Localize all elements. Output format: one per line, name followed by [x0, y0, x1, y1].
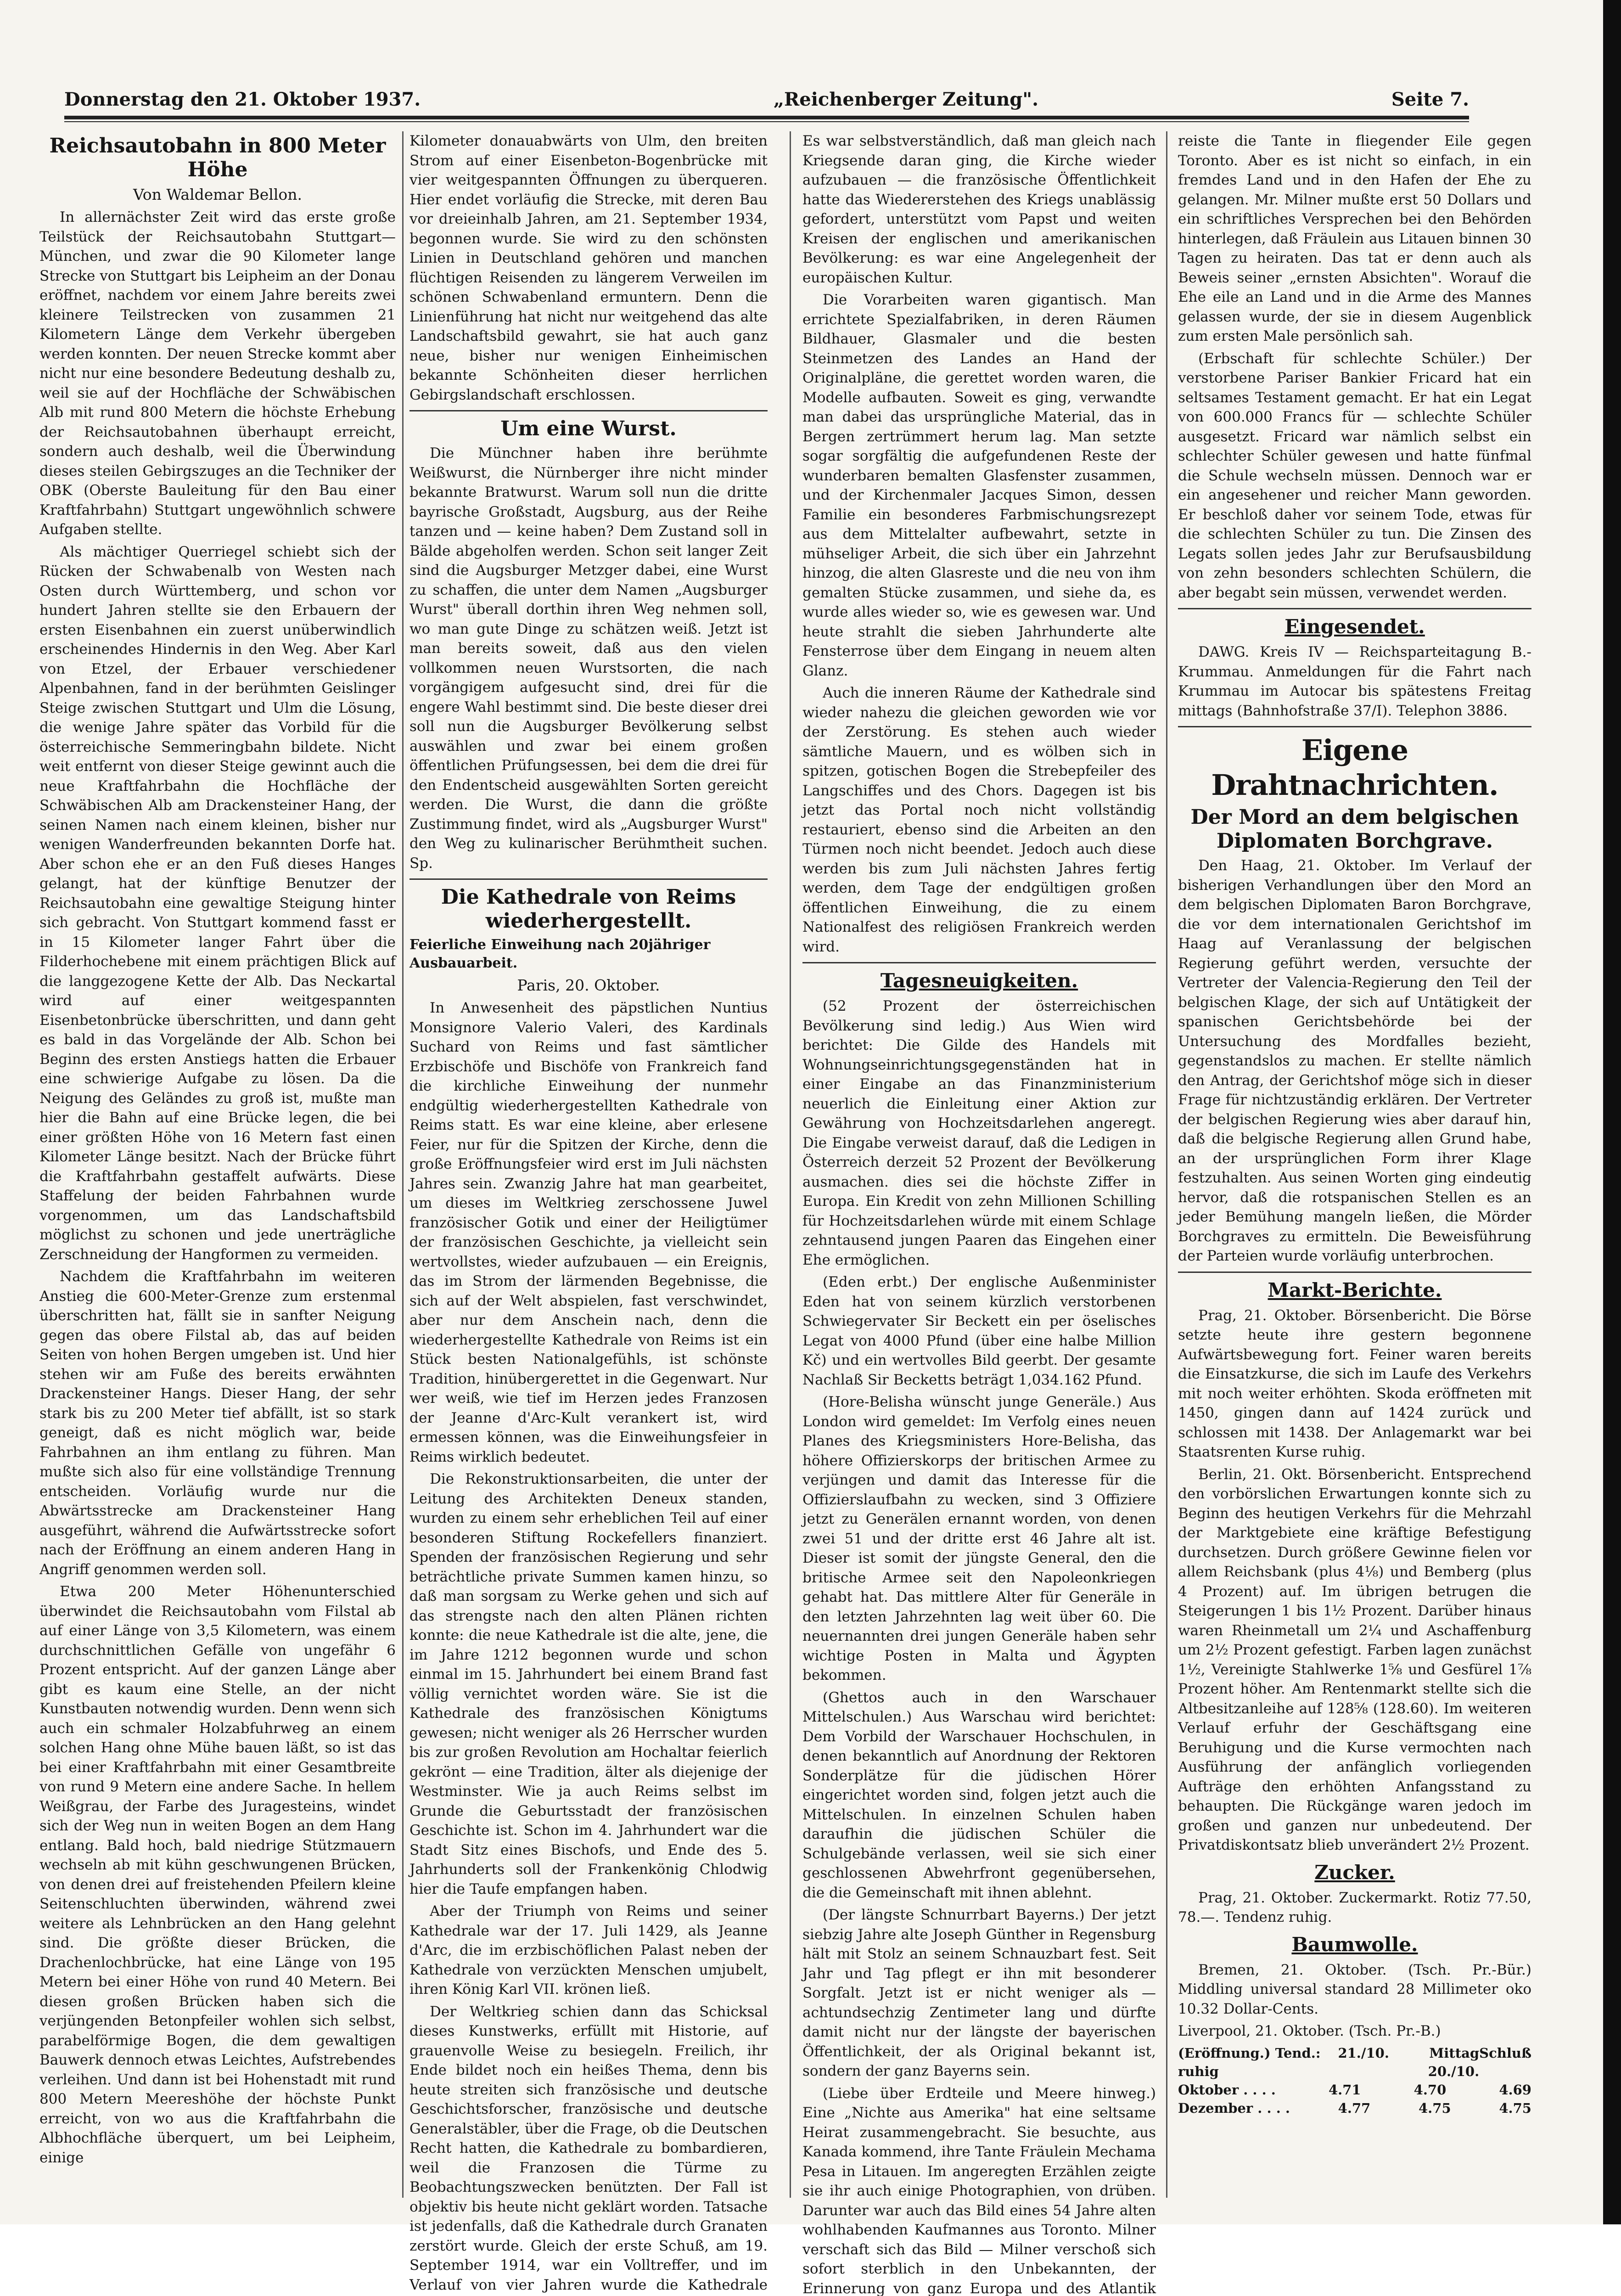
section-heading: Eigene Drahtnachrichten.: [1178, 733, 1531, 803]
market-row-value: 4.77: [1338, 2099, 1371, 2117]
market-row-label: Dezember . . . .: [1178, 2099, 1290, 2117]
column-divider: [790, 131, 791, 2198]
news-item: (Der längste Schnurrbart Bayerns.) Der jetzt siebzig Jahre alte Joseph Günther in Regensburg hält mit Stolz an seinem Schnauzbart fest. Seit Jahr und Tag pflegt er ihn mit besonderer Sorgfalt. Jetzt ist er nicht weniger als — achtundsechzig Zentimeter lang und dürfte damit nicht nur der längste der bayerischen Öffentlichkeit, der als Original bekannt ist, sondern der ganz Bayerns sein.: [802, 1905, 1156, 2081]
article-paragraph: Es war selbstverständlich, daß man gleich nach Kriegsende daran ging, die Kirche wieder aufzubauen — die französische Öffentlichkeit hatte das Wiedererstehen des Kriegs unablässig gefordert, unterstützt vom Papst und weiten Kreisen der englischen und amerikanischen Bevölkerung: es war eine Angelegenheit der europäischen Kultur.: [802, 131, 1156, 287]
market-report: Berlin, 21. Okt. Börsenbericht. Entsprechend den vorbörslichen Erwartungen konnte sich zu Beginn des heutigen Verkehrs für die Mehrzahl der Marktgebiete eine kräftige Befestigung durchsetzen. Durch größere Gewinne fielen vor allem Reichsbank (plus 4⅛) und Bemberg (plus 4 Prozent) auf. Im übrigen betrugen die Steigerungen 1 bis 1½ Prozent. Darüber hinaus waren Rheinmetall um 2¼ und Aschaffenburg um 2½ Prozent gefestigt. Farben lagen zunächst 1½, Vereinigte Stahlwerke 1⅝ und Gesfürel 1⅞ Prozent höher. Am Rentenmarkt stellte sich die Altbesitzanleihe auf 128⅝ (128.60). Im weiteren Verlauf erfuhr der Geschäftsgang eine Beruhigung und die Kurse vermochten nach Ausführung der anfänglich vorliegenden Aufträge den erhöhten Anfangsstand zu behaupten. Die Rückgänge waren jedoch im großen und ganzen nur unbedeutend. Der Privatdiskontsatz blieb unverändert 2½ Prozent.: [1178, 1465, 1531, 1855]
market-table-head-left: (Eröffnung.) Tend.: ruhig: [1178, 2044, 1338, 2081]
section-separator: [1178, 726, 1531, 727]
market-table-header: [1178, 2044, 1531, 2081]
article-paragraph: Nachdem die Kraftfahrbahn im weiteren Anstieg die 600-Meter-Grenze zum erstenmal überschritten hat, fällt sie in sanfter Neigung gegen das obere Filstal ab, das auf beiden Seiten von hohen Bergen umgeben ist. Und hier stehen wir am Fuße des bereits erwähnten Drackensteiner Hangs. Dieser Hang, der sehr stark bis zu 200 Meter tief abfällt, ist so stark geneigt, daß es nicht möglich war, beide Fahrbahnen an ihm entlang zu führen. Man mußte sich also für eine vollständige Trennung entscheiden. Vorläufig wurde nur die Abwärtsstrecke am Drackensteiner Hang ausgeführt, während die Aufwärtsstrecke sofort nach der Eröffnung an einem anderen Hang in Angriff genommen werden soll.: [39, 1267, 396, 1579]
news-item: (Ghettos auch in den Warschauer Mittelschulen.) Aus Warschau wird berichtet: Dem Vorbild der Warschauer Hochschulen, in denen bekanntlich auf Anordnung der Rektoren Sonderplätze für die jüdischen Hörer eingerichtet worden sind, folgen jetzt auch die Mittelschulen. In einzelnen Schulen haben daraufhin die jüdischen Schüler die Schulgebände verlassen, weil sie sich einer geschlossenen Abwehrfront gegenübersehen, die die Gemeinschaft mit ihnen ablehnt.: [802, 1688, 1156, 1903]
market-row-value: 4.70: [1414, 2081, 1447, 2099]
section-heading: Zucker.: [1178, 1861, 1531, 1885]
article-paragraph: Auch die inneren Räume der Kathedrale sind wieder nahezu die gleichen geworden wie vor der Zerstörung. Es stehen auch wieder sämtliche Mauern, und es wölben sich in spitzen, gotischen Bogen die Strebepfeiler des Langschiffes und des Chors. Dagegen ist bis jetzt das Portal noch nicht vollständig restauriert, ebenso sind die Arbeiten an den Türmen noch nicht beendet. Jedoch auch diese werden bis zum Juli nächsten Jahres fertig werden, dem Tage der endgültigen großen öffentlichen Einweihung, die zu einem Nationalfest des religiösen Frankreich werden wird.: [802, 683, 1156, 957]
market-table-head-col: 21./10.: [1338, 2044, 1389, 2081]
header-date: Donnerstag den 21. Oktober 1937.: [64, 89, 421, 110]
market-row-value: 4.71: [1329, 2081, 1361, 2099]
article-separator: [409, 878, 768, 880]
section-separator: [1178, 608, 1531, 609]
header-rule-thin: [64, 121, 1469, 122]
market-report: Liverpool, 21. Oktober. (Tsch. Pr.-B.): [1178, 2021, 1531, 2041]
market-table-head-col: Schluß: [1479, 2044, 1531, 2081]
news-item: (Eden erbt.) Der englische Außenminister Eden hat von seinem kürzlich verstorbenen Schwiegervater Sir Beckett ein per öselisches Legat von 4000 Pfund (über eine halbe Million Kč) und ein wertvolles Bild geerbt. Der gesamte Nachlaß Sir Becketts beträgt 1,034.162 Pfund.: [802, 1272, 1156, 1390]
market-row-label: Oktober . . . .: [1178, 2081, 1276, 2099]
article-paragraph: Der Weltkrieg schien dann das Schicksal dieses Kunstwerks, erfüllt mit Historie, auf grauenvolle Weise zu besiegeln. Freilich, ihr Ende bildet noch ein heißes Thema, denn bis heute streiten sich französische und deutsche Geschichtsforscher, französische und deutsche Generalstäbler, über die Frage, ob die Deutschen Recht hatten, die Kathedrale zu bombardieren, weil die Franzosen die Türme zu Beobachtungszwecken benützten. Der Fall ist objektiv bis heute nicht geklärt worden. Tatsache ist jedenfalls, daß die Kathedrale durch Granaten zerstört wurde. Gleich der erste Schuß, am 19. September 1914, war ein Volltreffer, und im Verlauf von vier Jahren wurde die Kathedrale: [409, 2002, 768, 2296]
market-row-value: 4.69: [1499, 2081, 1531, 2099]
article-paragraph: Die Münchner haben ihre berühmte Weißwurst, die Nürnberger ihre nicht minder bekannte Bratwurst. Warum soll nun die dritte bayrische Großstadt, Augsburg, aus der Reihe tanzen und — keine haben? Dem Zustand soll in Bälde abgeholfen werden. Schon seit langer Zeit sind die Augsburger Metzger dabei, eine Wurst zu schaffen, die unter dem Namen „Augsburger Wurst" überall dorthin ihren Weg nehmen soll, wo man gute Dinge zu schätzen weiß. Jetzt ist man bereits soweit, daß aus den vielen vollkommen neuen Wurstsorten, die nach vorgängigem aufgesucht sind, drei für die engere Wahl bestimmt sind. Die beste dieser drei soll nun die Augsburger Bevölkerung selbst auswählen und zwar bei einem großen öffentlichen Prüfungsessen, bei dem die drei für den Endentscheid ausgewählten Sorten gereicht werden. Die Wurst, die dann die größte Zustimmung findet, wird als „Augsburger Wurst" den Weg zu kulinarischer Berühmtheit suchen. Sp.: [409, 444, 768, 873]
article-paragraph: Als mächtiger Querriegel schiebt sich der Rücken der Schwabenalb von Westen nach Osten durch Württemberg, und schon vor hundert Jahren stellte sie den Erbauern der ersten Eisenbahnen ein zuerst unüberwindlich erscheinendes Hindernis in den Weg. Aber Karl von Etzel, der Erbauer verschiedener Alpenbahnen, fand in der berühmten Geislinger Steige zwischen Stuttgart und Ulm die Lösung, die wenige Jahre später das Vorbild für die österreichische Semmeringbahn bildete. Nicht weit entfernt von dieser Steige gewinnt auch die neue Kraftfahrbahn die Hochfläche der Schwäbischen Alb am Drackensteiner Hang, der seinen Namen nach einem kleinen, bisher nur wenigen Wanderfreunden bekannten Dorfe hat. Aber schon ehe er an den Fuß dieses Hanges gelangt, hat der künftige Benutzer der Reichsautobahn eine gewaltige Steigung hinter sich gebracht. Von Stuttgart kommend fasst er in 15 Kilometer langer Fahrt über die Filderhochebene mit einem prächtigen Blick auf die langgezogene Kette der Alb. Das Neckartal wird auf einer weitgespannten Eisenbetonbrücke überschritten, und dann geht es bald in das Vorgelände der Alb. Schon bei Beginn des ersten Anstiegs hatten die Erbauer eine schwierige Aufgabe zu lösen. Da die Neigung des Geländes zu groß ist, mußte man hier die Bahn auf eine Brücke legen, die bei einer größten Höhe von 16 Metern fast einen Kilometer Länge besitzt. Nach der Brücke führt die Kraftfahrbahn gestaffelt aufwärts. Diese Staffelung der beiden Fahrbahnen wurde vorgenommen, um das Landschaftsbild möglichst zu schonen und jede unerträgliche Zerschneidung der Hangformen zu vermeiden.: [39, 542, 396, 1265]
column-4: [1178, 131, 1531, 2198]
article-headline: Die Kathedrale von Reims wiederhergestellt.: [409, 885, 768, 933]
market-table-row: [1178, 2099, 1531, 2117]
article-dateline: Paris, 20. Oktober.: [409, 975, 768, 996]
news-item: (Hore-Belisha wünscht junge Generäle.) Aus London wird gemeldet: Im Verfolg eines neuen Planes des Kriegsministers Hore-Belisha, das höhere Offizierskorps der britischen Armee zu verjüngen und damit das Interesse für die Offizierslaufbahn zu wecken, sind 3 Offiziere jetzt zu Generälen ernannt worden, von denen zwei 51 und der dritte erst 46 Jahre alt ist. Dieser ist somit der jüngste General, den die britische Armee seit den Napoleonkriegen gehabt hat. Das mittlere Alter für Generäle in den letzten Jahrzehnten lag weit über 60. Die neuernannten drei jungen Generäle haben sehr wichtige Posten in Malta und Ägypten bekommen.: [802, 1392, 1156, 1685]
column-2: [409, 131, 768, 2198]
news-item: (52 Prozent der österreichischen Bevölkerung sind ledig.) Aus Wien wird berichtet: Die Gilde des Handels mit Wohnungseinrichtungsgegenständen hat in einer Eingabe an das Finanzministerium neuerlich die Einleitung einer Aktion zur Gewährung von Hochzeitsdarlehen angeregt. Die Eingabe verweist darauf, daß die Ledigen in Österreich derzeit 52 Prozent der Bevölkerung ausmachen. dies sei die höchste Ziffer in Europa. Ein Kredit von zehn Millionen Schilling für Hochzeitsdarlehen würde mit einem Schlage zehntausend jungen Paaren das Eingehen einer Ehe ermöglichen.: [802, 996, 1156, 1270]
section-heading: Eingesendet.: [1178, 615, 1531, 639]
article-paragraph: Den Haag, 21. Oktober. Im Verlauf der bisherigen Verhandlungen über den Mord an dem belgischen Diplomaten Baron Borchgrave, die vor dem internationalen Gerichtshof im Haag auf Veranlassung der belgischen Regierung geführt werden, versuchte der Vertreter der Valencia-Regierung den Teil der belgischen Klage, der sich auf Untätigkeit der spanischen Gerichtsbehörde bei der Untersuchung des Mordfalles bezieht, gegenstandslos zu machen. Er stellte nämlich den Antrag, der Gerichtshof möge sich in dieser Frage für nichtzuständig erklären. Der Vertreter der belgischen Regierung wies aber darauf hin, daß die belgische Regierung allen Grund habe, an der ursprünglichen Form ihrer Klage festzuhalten. Aus seinen Worten ging eindeutig hervor, daß die rotspanischen Stellen es an jeder Bemühung mangeln ließen, die Mörder Borchgraves zu ermitteln. Die Beweisführung der Parteien wurde vorläufig unterbrochen.: [1178, 856, 1531, 1266]
market-row-value: 4.75: [1499, 2099, 1531, 2117]
scan-edge: [1603, 0, 1621, 2224]
article-headline: Reichsautobahn in 800 Meter Höhe: [39, 134, 396, 182]
column-divider: [1166, 131, 1167, 2198]
market-report: Prag, 21. Oktober. Zuckermarkt. Rotiz 77.50, 78.—. Tendenz ruhig.: [1178, 1888, 1531, 1927]
article-paragraph: Die Rekonstruktionsarbeiten, die unter der Leitung des Architekten Deneux standen, wurden zu einem sehr erheblichen Teil auf einer besonderen Stiftung Rockefellers finanziert. Spenden der französischen Regierung und sehr beträchtliche private Summen kamen hinzu, so daß man sorgsam zu Werke gehen und sich auf das strengste nach den alten Plänen richten konnte: die neue Kathedrale ist die alte, jene, die im Jahre 1212 begonnen wurde und schon einmal im 15. Jahrhundert bei einem Brand fast völlig vernichtet worden wäre. Sie ist die Kathedrale des französischen Königtums gewesen; nicht weniger als 26 Herrscher wurden bis zur großen Revolution am Hochaltar feierlich gekrönt — eine Tradition, älter als diejenige der Westminster. Wie ja auch Reims selbst im Grunde die Geburtsstadt der französischen Geschichte ist. Schon im 4. Jahrhundert war die Stadt Sitz eines Bischofs, und Ende des 5. Jahrhunderts soll der Frankenkönig Chlodwig hier die Taufe empfangen haben.: [409, 1469, 768, 1899]
section-separator: [802, 962, 1156, 963]
section-separator: [1178, 1272, 1531, 1273]
header-page-number: Seite 7.: [1391, 89, 1469, 110]
article-paragraph: Etwa 200 Meter Höhenunterschied überwindet die Reichsautobahn vom Filstal ab auf einer Länge von 3,5 Kilometern, was einem durchschnittlichen Gefälle von ungefähr 6 Prozent entspricht. Auf der ganzen Länge aber gibt es kaum eine Stelle, an der nicht Kunstbauten notwendig wurden. Denn wenn sich auch ein schmaler Holzabfuhrweg an einem solchen Hang ohne Mühe bauen läßt, so ist das bei einer Kraftfahrbahn mit einer Gesamtbreite von rund 9 Metern eine andere Sache. In hellem Weißgrau, der Farbe des Juragesteins, windet sich der Weg nun in weiten Bogen an dem Hang entlang. Bald hoch, bald niedrige Stützmauern wechseln ab mit kühn geschwungenen Brücken, von denen drei auf freistehenden Pfeilern kleine Seitenschluchten überwinden, während zwei weitere als Lehnbrücken an den Hang gelehnt sind. Die größte dieser Brücken, die Drachenlochbrücke, hat eine Länge von 195 Metern bei einer Höhe von rund 40 Metern. Bei diesen großen Brücken haben sich die verjüngenden Betonpfeiler wohlen sich selbst, parabelförmige Bogen, die dem gewaltigen Bauwerk dennoch etwas Leichtes, Aufstrebendes verleihen. Und dann ist bei Hohenstadt mit rund 800 Metern Meereshöhe der höchste Punkt erreicht, von wo aus die Kraftfahrbahn die Albhochfläche überquert, um bei Leipheim, einige: [39, 1582, 396, 2167]
article-separator: [409, 410, 768, 411]
header-rule: [64, 116, 1469, 119]
article-subheadline: Feierliche Einweihung nach 20jähriger Ausbauarbeit.: [409, 936, 768, 973]
news-item: (Erbschaft für schlechte Schüler.) Der verstorbene Pariser Bankier Fricard hat ein seltsames Testament gemacht. Er hat ein Legat von 600.000 Francs für — schlechte Schüler ausgesetzt. Fricard war nämlich selbst ein schlechter Schüler gewesen und hatte fünfmal die Schule wechseln müssen. Dennoch war er ein angesehener und reicher Mann geworden. Er beschloß daher vor seinem Tode, etwas für die schlechten Schüler zu tun. Die Zinsen des Legats sollen jedes Jahr zur Berufsausbildung von zehn besonders schlechten Schülern, die aber begabt sein müssen, verwendet werden.: [1178, 349, 1531, 603]
news-item: reiste die Tante in fliegender Eile gegen Toronto. Aber es ist nicht so einfach, in ein fremdes Land und in den Hafen der Ehe zu gelangen. Mr. Milner mußte erst 50 Dollars und ein schriftliches Versprechen bei den Behörden hinterlegen, daß Fräulein aus Litauen binnen 30 Tagen zu heiraten. Das tat er denn auch als Beweis seiner „ernsten Absichten". Worauf die Ehe eile an Land und in die Arme des Mannes gelassen wurde, der sie in diesem Augenblick zum ersten Male persönlich sah.: [1178, 131, 1531, 346]
header-paper-title: „Reichenberger Zeitung".: [774, 89, 1038, 110]
article-paragraph: In Anwesenheit des päpstlichen Nuntius Monsignore Valerio Valeri, des Kardinals Suchard von Reims und fast sämtlicher Erzbischöfe und Bischöfe von Frankreich fand die kirchliche Einweihung der nunmehr endgültig wiederhergestellten Kathedrale von Reims statt. Es war eine kleine, aber erlesene Feier, nur für die Spitzen der Kirche, denn die große Eröffnungsfeier wird erst im Juli nächsten Jahres sein. Zwanzig Jahre hat man gearbeitet, um dieses im Weltkrieg zerschossene Juwel französischer Gotik und einer der Heiligtümer der französischen Geschichte, ja vielleicht sein wertvollstes, wieder aufzubauen — ein Ereignis, das im Strom der lärmenden Begebnisse, die sich auf der Welt abspielen, fast verschwindet, aber nur dem Anschein nach, denn die wiederhergestellte Kathedrale von Reims ist ein Stück besten Nationalgefühls, ist schönste Tradition, hinübergerettet in die Gegenwart. Nur wer weiß, wie tief im Herzen jedes Franzosen der Jeanne d'Arc-Kult verankert ist, wird ermessen können, was die Einweihungsfeier in Reims wirklich bedeutet.: [409, 998, 768, 1467]
market-row-value: 4.75: [1419, 2099, 1451, 2117]
article-headline: Der Mord an dem belgischen Diplomaten Borchgrave.: [1178, 805, 1531, 853]
news-item: (Liebe über Erdteile und Meere hinweg.) Eine „Nichte aus Amerika" hat eine seltsame Heirat zusammengebracht. Sie besuchte, aus Kanada kommend, ihre Tante Fräulein Mechama Pesa in Litauen. Im angeregten Erzählen zeigte sie ihr auch einige Photographien, von drüben. Darunter war auch das Bild eines 54 Jahre alten wohlhabenden Kaufmannes aus Toronto. Milner verschaft sich das Bild — Milner verschoß sich sofort sterblich in den Unbekannten, der Erinnerung von ganz Europa und des Atlantik: [802, 2084, 1156, 2296]
market-table-row: [1178, 2081, 1531, 2099]
article-paragraph: Aber der Triumph von Reims und seiner Kathedrale war der 17. Juli 1429, als Jeanne d'Arc, die im erzbischöflichen Palast neben der Kathedrale von verzückten Menschen umjubelt, ihren König Karl VII. krönen ließ.: [409, 1902, 768, 1999]
article-byline: Von Waldemar Bellon.: [39, 185, 396, 205]
market-table-head-col: Mittag 20./10.: [1389, 2044, 1479, 2081]
market-report: Prag, 21. Oktober. Börsenbericht. Die Börse setzte heute ihre gestern begonnene Aufwärtsbewegung fort. Feiner waren bereits die Einsatzkurse, die sich im Laufe des Verkehrs mit noch weiter erhöhten. Skoda eröffneten mit 1450, gingen dann auf 1424 zurück und schlossen mit 1438. Der Anlagemarkt war bei Staatsrenten Kurse ruhig.: [1178, 1306, 1531, 1462]
article-paragraph: Die Vorarbeiten waren gigantisch. Man errichtete Spezialfabriken, in deren Räumen Bildhauer, Glasmaler und die besten Steinmetzen des Landes an Hand der Originalpläne, die gerettet worden waren, die Modelle aufbauten. Soweit es ging, verwandte man dabei das ursprüngliche Material, das in Bergen zertrümmert herum lag. Man setzte sogar sorgfältig die aufgefundenen Reste der wunderbaren bemalten Glasfenster zusammen, und der Kirchenmaler Jacques Simon, dessen Familie ein besonderes Farbmischungsrezept aus dem Mittelalter aufbewahrt, setzte in mühseliger Arbeit, die sich über ein Jahrzehnt hinzog, die alten Glasreste und die neu von ihm gemalten Stücke zusammen, und siehe da, es wurde alles wieder so, wie es gewesen war. Und heute strahlt die sieben Jahrhunderte alte Fensterrose über dem Eingang in neuem alten Glanz.: [802, 290, 1156, 681]
market-report: Bremen, 21. Oktober. (Tsch. Pr.-Bür.) Middling universal standard 28 Millimeter oko 10.32 Dollar-Cents.: [1178, 1960, 1531, 2019]
article-headline: Um eine Wurst.: [409, 417, 768, 441]
page-header: [64, 83, 1469, 110]
article-paragraph: In allernächster Zeit wird das erste große Teilstück der Reichsautobahn Stuttgart—München, und zwar die 90 Kilometer lange Strecke von Stuttgart bis Leipheim an der Donau eröffnet, nachdem vor einem Jahre bereits zwei kleinere Teilstrecken von zusammen 21 Kilometern Länge dem Verkehr übergeben werden konnten. Der neuen Strecke kommt aber nicht nur eine besondere Bedeutung deshalb zu, weil sie auf der Hochfläche der Schwäbischen Alb mit rund 800 Metern die höchste Erhebung der Reichsautobahnen überhaupt erreicht, sondern auch deshalb, weil die Überwindung dieses steilen Gebirgszuges an die Techniker der OBK (Oberste Bauleitung für den Bau einer Kraftfahrbahn) Stuttgart ungewöhnlich schwere Aufgaben stellte.: [39, 208, 396, 540]
notice-text: DAWG. Kreis IV — Reichsparteitagung B.-Krummau. Anmeldungen für die Fahrt nach Krummau im Autocar bis spätestens Freitag mittags (Bahnhofstraße 37/I). Telephon 3886.: [1178, 642, 1531, 720]
section-heading: Tagesneuigkeiten.: [802, 969, 1156, 993]
section-heading: Baumwolle.: [1178, 1933, 1531, 1957]
column-1: [39, 131, 396, 2198]
column-divider: [402, 131, 404, 2198]
article-paragraph: Kilometer donauabwärts von Ulm, den breiten Strom auf einer Eisenbeton-Bogenbrücke mit vier weitgespannten Öffnungen zu überqueren. Hier endet vorläufig die Strecke, mit deren Bau vor dreieinhalb Jahren, am 21. September 1934, begonnen wurde. Sie wird zu den schönsten Linien in Deutschland gehören und manchen flüchtigen Reisenden zu längerem Verweilen im schönen Schwabenland ermuntern. Denn die Linienführung hat nicht nur weitgehend das alte Landschaftsbild gewahrt, sie hat auch ganz neue, bisher nur wenigen Einheimischen bekannte Schönheiten dieser herrlichen Gebirgslandschaft erschlossen.: [409, 131, 768, 405]
section-heading: Markt-Berichte.: [1178, 1278, 1531, 1302]
column-3: [802, 131, 1156, 2198]
